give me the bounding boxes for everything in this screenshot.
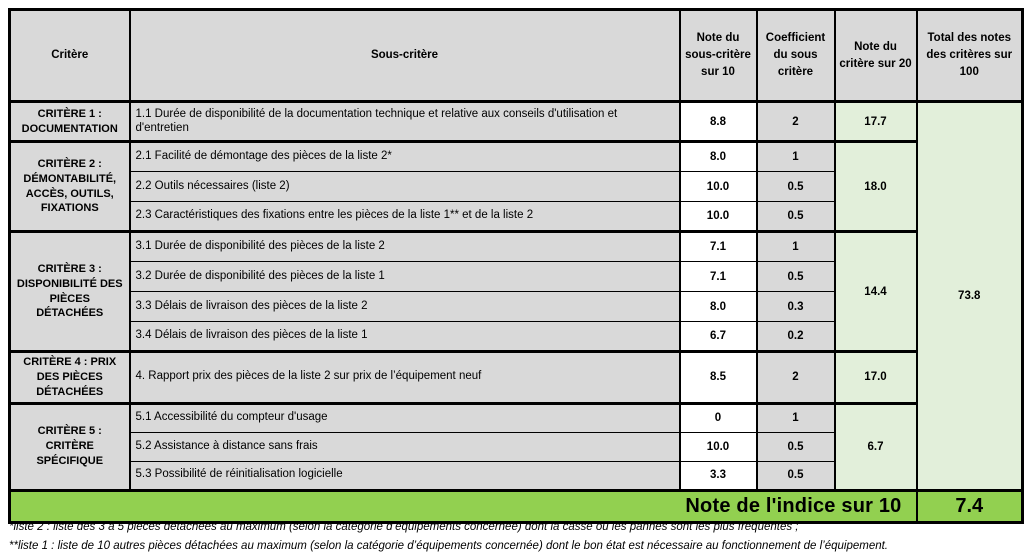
sub-criterion-3-2-note: 7.1 — [680, 262, 757, 292]
criterion-1-note-20: 17.7 — [835, 102, 917, 142]
sub-criterion-2-3-label: 2.3 Caractéristiques des fixations entre les pièces de la liste 1** et de la liste 2 — [130, 202, 680, 232]
sub-criterion-3-4-note: 6.7 — [680, 322, 757, 352]
sub-criterion-2-1-label: 2.1 Facilité de démontage des pièces de la liste 2* — [130, 142, 680, 172]
sub-criterion-5-3-label: 5.3 Possibilité de réinitialisation logicielle — [130, 461, 680, 490]
sub-criterion-4-note: 8.5 — [680, 352, 757, 404]
table-row — [10, 142, 1023, 172]
column-header-coefficient: Coefficient du sous critère — [757, 10, 835, 102]
criterion-2-label: CRITÈRE 2 : DÉMONTABILITÉ, ACCÈS, OUTILS, FIXATIONS — [10, 142, 130, 232]
sub-criterion-1-1-label: 1.1 Durée de disponibilité de la documentation technique et relative aux conseils d'utilisation et d'entretien — [130, 102, 680, 142]
sub-criterion-1-1-note: 8.8 — [680, 102, 757, 142]
sub-criterion-2-3-note: 10.0 — [680, 202, 757, 232]
sub-criterion-3-3-label: 3.3 Délais de livraison des pièces de la liste 2 — [130, 292, 680, 322]
sub-criterion-3-4-label: 3.4 Délais de livraison des pièces de la liste 1 — [130, 322, 680, 352]
table-row — [10, 102, 1023, 142]
index-label-cell: Note de l'indice sur 10 — [10, 490, 917, 522]
sub-criterion-5-3-note: 3.3 — [680, 461, 757, 490]
criterion-2-note-20: 18.0 — [835, 142, 917, 232]
table-row — [10, 403, 1023, 432]
column-header-sous-critere: Sous-critère — [130, 10, 680, 102]
sub-criterion-5-3-coefficient: 0.5 — [757, 461, 835, 490]
sub-criterion-5-1-coefficient: 1 — [757, 403, 835, 432]
criterion-3-note-20: 14.4 — [835, 232, 917, 352]
sub-criterion-2-2-note: 10.0 — [680, 172, 757, 202]
sub-criterion-1-1-coefficient: 2 — [757, 102, 835, 142]
criterion-4-note-20: 17.0 — [835, 352, 917, 404]
sub-criterion-2-2-coefficient: 0.5 — [757, 172, 835, 202]
index-value-cell: 7.4 — [917, 490, 1023, 522]
sub-criterion-3-1-coefficient: 1 — [757, 232, 835, 262]
sub-criterion-3-4-coefficient: 0.2 — [757, 322, 835, 352]
sub-criterion-5-2-coefficient: 0.5 — [757, 432, 835, 461]
criterion-1-label: CRITÈRE 1 : DOCUMENTATION — [10, 102, 130, 142]
criterion-4-label: CRITÈRE 4 : PRIX DES PIÈCES DÉTACHÉES — [10, 352, 130, 404]
criterion-5-note-20: 6.7 — [835, 403, 917, 490]
criterion-5-label: CRITÈRE 5 : CRITÈRE SPÉCIFIQUE — [10, 403, 130, 490]
sub-criterion-2-2-label: 2.2 Outils nécessaires (liste 2) — [130, 172, 680, 202]
column-header-total: Total des notes des critères sur 100 — [917, 10, 1023, 102]
footnote-liste-1: **liste 1 : liste de 10 autres pièces détachées au maximum (selon la catégorie d’équipements concernée) dont le bon état est nécessaire au fonctionnement de l’équipement. — [9, 537, 1023, 556]
criterion-3-label: CRITÈRE 3 : DISPONIBILITÉ DES PIÈCES DÉTACHÉES — [10, 232, 130, 352]
column-header-note-sous-critere: Note du sous-critère sur 10 — [680, 10, 757, 102]
sub-criterion-3-2-label: 3.2 Durée de disponibilité des pièces de la liste 1 — [130, 262, 680, 292]
sub-criterion-2-1-coefficient: 1 — [757, 142, 835, 172]
sub-criterion-3-3-note: 8.0 — [680, 292, 757, 322]
footnotes — [9, 518, 1023, 556]
sub-criterion-5-2-label: 5.2 Assistance à distance sans frais — [130, 432, 680, 461]
repairability-index-table — [8, 8, 1024, 524]
sub-criterion-5-2-note: 10.0 — [680, 432, 757, 461]
sub-criterion-3-1-label: 3.1 Durée de disponibilité des pièces de la liste 2 — [130, 232, 680, 262]
sub-criterion-3-1-note: 7.1 — [680, 232, 757, 262]
column-header-critere: Critère — [10, 10, 130, 102]
sub-criterion-4-coefficient: 2 — [757, 352, 835, 404]
table-row — [10, 232, 1023, 262]
sub-criterion-5-1-note: 0 — [680, 403, 757, 432]
total-notes-cell: 73.8 — [917, 102, 1023, 491]
header-row — [10, 10, 1023, 102]
table-row — [10, 352, 1023, 404]
sub-criterion-3-3-coefficient: 0.3 — [757, 292, 835, 322]
sub-criterion-2-3-coefficient: 0.5 — [757, 202, 835, 232]
footnote-liste-2: *liste 2 : liste des 3 à 5 pièces détachées au maximum (selon la catégorie d’équipements concernée) dont la casse ou les pannes sont les plus fréquentes ; — [9, 518, 1023, 537]
column-header-note-critere: Note du critère sur 20 — [835, 10, 917, 102]
sub-criterion-5-1-label: 5.1 Accessibilité du compteur d'usage — [130, 403, 680, 432]
sub-criterion-4-label: 4. Rapport prix des pièces de la liste 2 sur prix de l’équipement neuf — [130, 352, 680, 404]
sub-criterion-3-2-coefficient: 0.5 — [757, 262, 835, 292]
sub-criterion-2-1-note: 8.0 — [680, 142, 757, 172]
